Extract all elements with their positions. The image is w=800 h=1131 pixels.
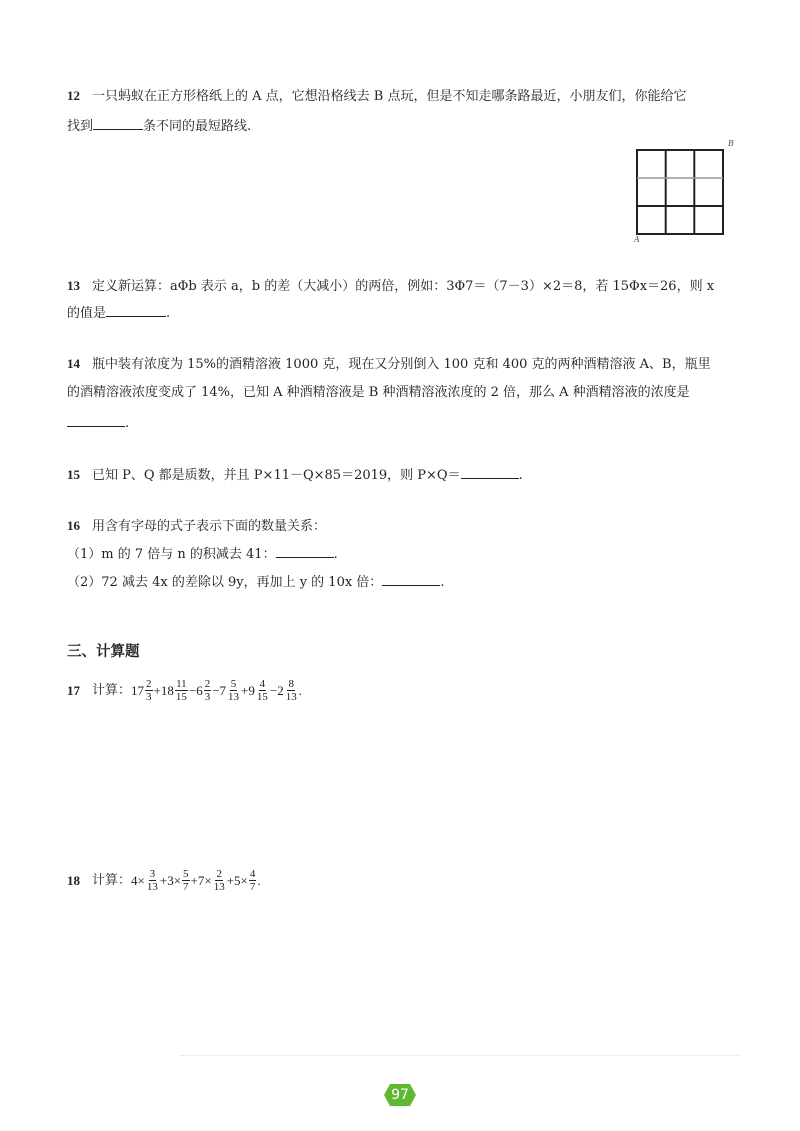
- q15-answer-blank[interactable]: [461, 466, 519, 479]
- q14-line2: [67, 385, 690, 401]
- q17-t2-den: 15: [175, 691, 187, 703]
- q12-text-1: 一只蚂蚁在正方形格纸上的 A 点，它想沿格线去 B 点玩，但是不知走哪条路最近，小朋友们，你能给它: [92, 89, 687, 104]
- q16-sub2-end: .: [440, 575, 445, 590]
- q12-number: 12: [67, 88, 80, 103]
- q12-text-2a: 找到: [67, 119, 94, 134]
- q18-f2-den: 7: [183, 881, 189, 893]
- q17-t3-num: 2: [204, 678, 211, 690]
- q18-f4-num: 4: [249, 868, 256, 880]
- q18-op1: +3×: [159, 872, 182, 888]
- q15-text-b: .: [518, 468, 523, 483]
- grid-label-b: B: [728, 139, 734, 148]
- q18-op3: +5×: [226, 872, 248, 888]
- q17-label: 计算：: [92, 682, 132, 698]
- q12-text-2b: 条不同的最短路线.: [143, 119, 252, 134]
- q17-t6-whole: 2: [277, 682, 284, 698]
- q17-t5-frac: [256, 678, 269, 703]
- q17-number: 17: [67, 682, 80, 698]
- q17-op3: −: [212, 682, 220, 698]
- q18-f4-den: 7: [249, 881, 256, 893]
- q17-end: .: [298, 682, 302, 698]
- q14-line3: [67, 414, 129, 432]
- q13-number: 13: [67, 278, 80, 293]
- q18-line: [67, 868, 261, 893]
- q18-number: 18: [67, 872, 80, 888]
- q18-op2: +7×: [190, 872, 212, 888]
- q12-line2: [67, 117, 251, 135]
- page-number: 97: [391, 1087, 409, 1103]
- q17-op2: −: [188, 682, 197, 698]
- q17-t6-frac: [285, 678, 298, 703]
- grid-border: [637, 150, 723, 234]
- q13-line2: [67, 304, 170, 322]
- q16-text-1: 用含有字母的式子表示下面的数量关系：: [92, 519, 327, 534]
- q17-t5-num: 4: [259, 678, 266, 690]
- q14-text-2: 的酒精溶液浓度变成了 14%，已知 A 种酒精溶液是 B 种酒精溶液浓度的 2 倍，那么 A 种酒精溶液的浓度是: [67, 385, 690, 400]
- q17-t5-den: 15: [256, 691, 268, 703]
- q18-f3-num: 2: [216, 868, 222, 880]
- q18-end: .: [257, 872, 261, 888]
- q16-sub2-text: （2）72 减去 4x 的差除以 9y，再加上 y 的 10x 倍：: [67, 575, 383, 590]
- q18-label: 计算：: [92, 872, 132, 888]
- q12-grid-figure: [634, 139, 734, 244]
- q15-line: [67, 466, 523, 484]
- footer-dotted-rule: [180, 1055, 740, 1058]
- q17-line: [67, 678, 302, 703]
- q16-sub2: [67, 573, 444, 591]
- q17-t6-den: 13: [285, 691, 297, 703]
- q18-f2-num: 5: [183, 868, 189, 880]
- q14-text-3: .: [125, 416, 130, 431]
- q17-t4-frac: [227, 678, 240, 703]
- q15-text-a: 已知 P、Q 都是质数，并且 P×11－Q×85＝2019，则 P×Q＝: [92, 468, 461, 483]
- q17-op5: −: [269, 682, 278, 698]
- q13-text-2a: 的值是: [67, 306, 107, 321]
- q17-t3-whole: 6: [196, 682, 203, 698]
- q14-answer-blank[interactable]: [67, 414, 125, 427]
- q17-t3-frac: [204, 678, 212, 703]
- q15-number: 15: [67, 467, 80, 482]
- q17-t2-whole: 18: [160, 682, 174, 698]
- q18-a1: 4×: [131, 872, 145, 888]
- q17-t4-den: 13: [228, 691, 240, 703]
- q17-t2-frac: [175, 678, 188, 703]
- q16-sub2-blank[interactable]: [382, 573, 440, 586]
- q14-text-1: 瓶中装有浓度为 15%的酒精溶液 1000 克，现在又分别倒入 100 克和 400 克的两种酒精溶液 A、B，瓶里: [92, 357, 711, 372]
- q13-line1: [67, 278, 714, 295]
- q14-line1: [67, 356, 711, 373]
- q17-t4-num: 5: [230, 678, 237, 690]
- q12-line1: [67, 88, 686, 105]
- q17-t2-num: 11: [176, 678, 187, 690]
- q12-answer-blank[interactable]: [93, 117, 143, 130]
- q16-sub1: [67, 545, 338, 563]
- q18-f3-den: 13: [213, 881, 225, 893]
- q16-sub1-end: .: [333, 547, 338, 562]
- q18-f1-num: 3: [149, 868, 156, 880]
- q16-sub1-blank[interactable]: [276, 545, 334, 558]
- q18-expression: [131, 868, 261, 893]
- page-number-badge: [383, 1083, 417, 1107]
- q18-f3: [213, 868, 226, 893]
- q17-t1-frac: [145, 678, 153, 703]
- q17-t1-num: 2: [146, 678, 152, 690]
- q17-t3-den: 3: [204, 691, 211, 703]
- q13-text-2b: .: [166, 306, 171, 321]
- q17-op4: +: [241, 682, 249, 698]
- q17-t4-whole: 7: [219, 682, 227, 698]
- section-title: 三、计算题: [67, 644, 140, 660]
- q18-f2: [182, 868, 190, 893]
- q17-t1-whole: 17: [131, 682, 145, 698]
- q16-line1: [67, 518, 326, 535]
- q18-f1-den: 13: [146, 881, 158, 893]
- q17-t5-whole: 9: [248, 682, 255, 698]
- q17-op1: +: [153, 682, 161, 698]
- q18-f1: [146, 868, 159, 893]
- q13-text-1: 定义新运算：aΦb 表示 a，b 的差（大减小）的两倍，例如：3Φ7＝（7－3）×2＝8，若 15Φx＝26，则 x: [92, 279, 715, 294]
- q16-number: 16: [67, 518, 80, 533]
- q17-t1-den: 3: [146, 691, 152, 703]
- q17-expression: [131, 678, 302, 703]
- grid-label-a: A: [634, 235, 640, 244]
- q13-answer-blank[interactable]: [106, 304, 166, 317]
- q14-number: 14: [67, 356, 80, 371]
- q17-t6-num: 8: [288, 678, 294, 690]
- q18-f4: [249, 868, 257, 893]
- q16-sub1-text: （1）m 的 7 倍与 n 的积减去 41：: [67, 547, 276, 562]
